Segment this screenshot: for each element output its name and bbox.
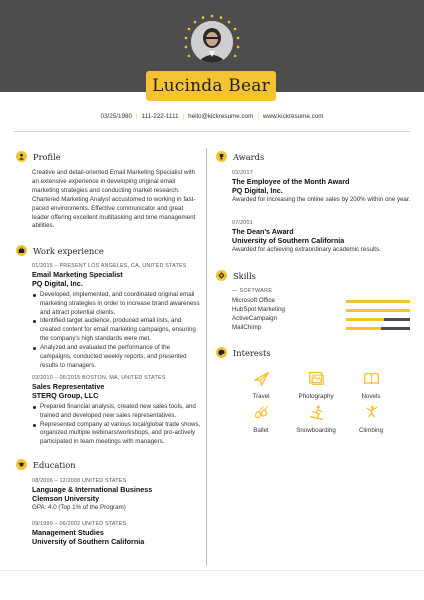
trophy-icon bbox=[216, 151, 227, 162]
list-item: Developed, implemented, and coordinated original email marketing strategies in order to increase brand awareness and attract potential clients. bbox=[32, 291, 202, 318]
skill-row bbox=[232, 324, 412, 332]
award-desc: Awarded for increasing the online sales by 200% within one year. bbox=[232, 195, 411, 203]
job-company: STERQ Group, LLC bbox=[32, 390, 99, 400]
degree: Language & International Business bbox=[32, 484, 153, 494]
award-name: The Employee of the Month Award bbox=[232, 176, 350, 186]
education-heading bbox=[16, 459, 76, 470]
interest-item bbox=[341, 404, 401, 434]
birthdate: 03/25/1980 bbox=[100, 113, 132, 120]
contact-line: 03/25/1980 | 111-222-1111 | hello@kickresume.com | www.kickresume.com bbox=[100, 113, 324, 120]
list-item: Analyzed and evaluated the performance of the campaigns, conducted weekly reports, and presented results to managers. bbox=[32, 344, 202, 371]
skill-name: MailChimp bbox=[232, 324, 262, 331]
skill-level-fill bbox=[346, 318, 384, 321]
skill-name: HubSpot Marketing bbox=[232, 306, 285, 313]
interest-item bbox=[286, 404, 346, 434]
job-role: Email Marketing Specialist bbox=[32, 269, 123, 279]
award-date: 03/2017 bbox=[232, 170, 253, 176]
climbing-icon bbox=[363, 404, 380, 421]
job-company: PQ Digital, Inc. bbox=[32, 278, 83, 288]
skill-level-fill bbox=[346, 309, 410, 312]
list-item: Represented company at various local/global trade shows, organized multiple webinars/workshops, and pro-actively participated in team meetings with managers. bbox=[32, 421, 202, 448]
airplane-icon bbox=[253, 370, 270, 387]
awards-heading bbox=[216, 151, 264, 162]
interest-item bbox=[231, 404, 291, 434]
skill-row bbox=[232, 297, 412, 305]
job-bullets bbox=[32, 291, 202, 371]
list-item: Identified target audience, produced email lists, and created content for email marketing campaigns, ensuring the company's high standards were met. bbox=[32, 317, 202, 344]
profile-heading bbox=[16, 151, 61, 162]
photo-icon bbox=[308, 370, 325, 387]
skill-row bbox=[232, 315, 412, 323]
interest-label: Travel bbox=[252, 393, 270, 400]
award-date: 07/2001 bbox=[232, 220, 253, 226]
skills-category: — SOFTWARE bbox=[232, 288, 273, 294]
job-meta: 01/2015 – PRESENT LOS ANGELES, CA, UNITED STATES bbox=[32, 263, 187, 269]
work-title: Work experience bbox=[33, 245, 104, 256]
education-entry bbox=[32, 477, 202, 513]
interest-label: Novels bbox=[361, 393, 381, 400]
email[interactable]: hello@kickresume.com bbox=[188, 113, 254, 120]
education-meta: 08/2006 – 12/2008 UNITED STATES bbox=[32, 478, 127, 484]
ballet-shoes-icon bbox=[253, 404, 270, 421]
education-meta: 09/1999 – 06/2002 UNITED STATES bbox=[32, 521, 127, 527]
skill-level-bar bbox=[346, 300, 410, 303]
skill-name: ActiveCampaign bbox=[232, 315, 278, 322]
profile-photo bbox=[184, 14, 240, 70]
skills-title: Skills bbox=[233, 270, 256, 281]
degree: Management Studies bbox=[32, 527, 104, 537]
award-org: University of Southern California bbox=[232, 235, 345, 245]
award-name: The Dean's Award bbox=[232, 226, 294, 236]
skill-row bbox=[232, 306, 412, 314]
skill-level-bar bbox=[346, 318, 410, 321]
contact-divider bbox=[14, 131, 410, 132]
list-item: Prepared financial analysis, created new sales tools, and trained and developed new sales representatives. bbox=[32, 403, 202, 421]
page-footer-rule bbox=[0, 570, 424, 571]
interests-title: Interests bbox=[233, 347, 271, 358]
awards-title: Awards bbox=[233, 151, 265, 162]
gear-icon bbox=[216, 270, 227, 281]
book-icon bbox=[363, 370, 380, 387]
interest-item bbox=[286, 370, 346, 400]
award-org: PQ Digital, Inc. bbox=[232, 185, 283, 195]
graduation-cap-icon bbox=[16, 459, 27, 470]
skills-heading bbox=[216, 270, 256, 281]
job-meta: 03/2010 – 06/2015 BOSTON, MA, UNITED STATES bbox=[32, 375, 166, 381]
candidate-name: Lucinda Bear bbox=[152, 76, 270, 96]
skill-level-bar bbox=[346, 327, 410, 330]
job-entry bbox=[32, 262, 202, 371]
award-desc: Awarded for achieving extraordinary academic results. bbox=[232, 245, 381, 253]
profile-title: Profile bbox=[33, 151, 61, 162]
person-icon bbox=[16, 151, 27, 162]
education-title: Education bbox=[33, 459, 76, 470]
job-role: Sales Representative bbox=[32, 381, 105, 391]
award-entry bbox=[232, 169, 412, 205]
palette-icon bbox=[216, 347, 227, 358]
website[interactable]: www.kickresume.com bbox=[262, 113, 324, 120]
work-heading bbox=[16, 245, 104, 256]
name-banner bbox=[146, 71, 276, 101]
job-entry bbox=[32, 374, 202, 447]
skill-level-fill bbox=[346, 300, 410, 303]
interest-label: Climbing bbox=[358, 427, 384, 434]
column-divider bbox=[206, 148, 207, 566]
profile-text: Creative and detail-oriented Email Marketing Specialist with an extensive experience in developing original email marketing strategies and conducting market research. Chartered Marketing Analyst accustomed to working in fast-paced environments. Effective communicator and great leader offering excellent multitasking and time management abilities. bbox=[32, 169, 196, 230]
job-bullets bbox=[32, 403, 202, 448]
education-entry bbox=[32, 520, 202, 547]
interest-label: Ballet bbox=[253, 427, 269, 434]
interest-item bbox=[341, 370, 401, 400]
school: University of Southern California bbox=[32, 536, 145, 546]
skill-level-fill bbox=[346, 327, 381, 330]
interest-item bbox=[231, 370, 291, 400]
interest-label: Photography bbox=[298, 393, 334, 400]
skill-level-bar bbox=[346, 309, 410, 312]
briefcase-icon bbox=[16, 245, 27, 256]
interest-label: Snowboarding bbox=[296, 427, 336, 434]
snowboarder-icon bbox=[308, 404, 325, 421]
school: Clemson University bbox=[32, 493, 100, 503]
interests-heading bbox=[216, 347, 271, 358]
skill-name: Microsoft Office bbox=[232, 297, 275, 304]
award-entry bbox=[232, 219, 412, 255]
phone[interactable]: 111-222-1111 bbox=[141, 113, 179, 120]
education-note: GPA: 4.0 (Top 1% of the Program) bbox=[32, 503, 126, 511]
portrait bbox=[191, 21, 233, 63]
